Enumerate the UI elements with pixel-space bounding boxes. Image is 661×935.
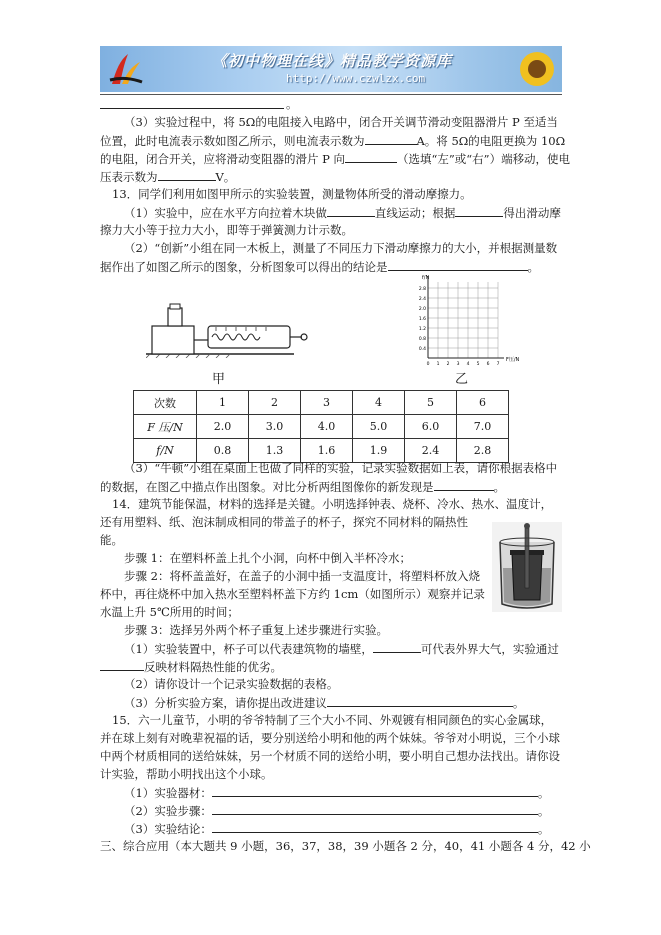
text-segment: （选填“左”或“右”）端移动，使电	[397, 152, 571, 166]
graph-x-tick: 4	[466, 362, 470, 367]
beaker-apparatus-image	[492, 522, 562, 612]
logo-icon	[106, 50, 144, 88]
graph-y-tick: 2.4	[418, 297, 426, 302]
text-line: 并在球上刻有对晚辈祝福的话，要分别送给小明和他的两个妹妹。爷爷对小明说，三个小球	[100, 731, 560, 745]
text-line: 还有用塑料、纸、泡沫制成相同的带盖子的杯子，探究不同材料的隔热性	[100, 515, 468, 529]
table-cell: 4.0	[301, 415, 353, 439]
figure-yi-graph	[410, 272, 524, 372]
answer-blank	[327, 694, 513, 707]
text-line-group	[100, 478, 562, 495]
text-segment: 直线运动；根据	[374, 206, 456, 220]
graph-x-tick: 7	[496, 362, 500, 367]
text-line-group	[100, 168, 562, 185]
text-line: 能。	[100, 533, 123, 547]
table-cell: 1.6	[301, 439, 353, 463]
period-text: 。	[537, 786, 550, 800]
graph-x-tick: 2	[446, 362, 450, 367]
graph-y-tick: 0.8	[418, 337, 426, 342]
text-line: 擦力大小等于拉力大小，即等于弹簧测力计示数。	[100, 223, 353, 237]
banner-title: 《初中物理在线》精品教学资源库	[212, 52, 453, 70]
text-line: 计实验，帮助小明找出这个小球。	[100, 767, 273, 781]
table-cell: 3.0	[249, 415, 301, 439]
table-row	[134, 415, 509, 439]
text-line-group	[100, 150, 571, 167]
answer-blank	[345, 150, 397, 163]
text-segment: 据作出了如图乙所示的图象，分析图象可以得出的结论是	[100, 260, 388, 274]
text-line-group	[124, 694, 562, 711]
step-3: 步骤 3：选择另外两个杯子重复上述步骤进行实验。	[124, 623, 388, 637]
text-segment: 压表示数为	[100, 170, 158, 184]
text-segment: A。将 5Ω的电阻更换为 10Ω	[416, 134, 566, 148]
text-line-group	[124, 640, 562, 657]
period-text: 。	[493, 480, 505, 494]
step-2: 步骤 2：将杯盖盖好，在盖子的小洞中插一支温度计，将塑料杯放入烧	[124, 569, 480, 583]
table-cell: 1.9	[353, 439, 405, 463]
text-line: 杯中，再往烧杯中加入热水至塑料杯盖下方约 1cm（如图所示）观察并记录	[100, 587, 485, 601]
text-line-group	[124, 802, 562, 819]
table-cell: 7.0	[457, 415, 509, 439]
graph-y-tick: 2.8	[418, 287, 426, 292]
answer-blank	[212, 784, 538, 797]
graph-y-tick: 0.4	[418, 347, 426, 352]
text-segment: V。	[215, 170, 236, 184]
graph-x-tick: 6	[486, 362, 490, 367]
text-line-group	[124, 204, 562, 221]
graph-y-axis-label: f/N	[422, 275, 430, 281]
data-table	[133, 390, 509, 463]
table-cell: 5.0	[353, 415, 405, 439]
text-segment: 反映材料隔热性能的优劣。	[144, 660, 282, 674]
period-text: 。	[537, 822, 550, 836]
text-segment: （3）实验结论：	[124, 822, 212, 836]
figure-yi-label: 乙	[455, 372, 469, 387]
table-cell: 2.8	[457, 439, 509, 463]
question-13: 13．同学们利用如图甲所示的实验装置，测量物体所受的滑动摩擦力。	[112, 187, 472, 201]
table-cell: 6.0	[405, 415, 457, 439]
table-cell: f/N	[134, 439, 197, 463]
answer-blank	[158, 168, 216, 181]
graph-x-axis-label: F压/N	[506, 357, 520, 363]
answer-blank	[434, 478, 494, 491]
table-cell: 6	[457, 391, 509, 415]
table-cell: 次数	[134, 391, 197, 415]
table-cell: 0.8	[197, 439, 249, 463]
answer-blank	[455, 204, 503, 217]
text-segment: 得出滑动摩	[503, 206, 561, 220]
graph-x-tick: 5	[476, 362, 480, 367]
text-line-group	[100, 132, 566, 149]
answer-blank	[212, 820, 538, 833]
text-line: （2）请你设计一个记录实验数据的表格。	[124, 677, 339, 691]
text-line: 中两个材质相同的送给妹妹，另一个材质不同的送给小明，要小明自己想办法找出。请你设	[100, 749, 560, 763]
text-segment: （1）实验装置中，杯子可以代表建筑物的墙壁，	[124, 642, 373, 656]
answer-blank	[365, 132, 417, 145]
answer-blank	[327, 204, 375, 217]
text-segment: 可代表外界大气，实验通过	[420, 642, 559, 656]
figure-jia-apparatus	[146, 296, 308, 358]
text-segment: 的电阻，闭合开关，应将滑动变阻器的滑片 P 向	[100, 152, 346, 166]
header-banner	[100, 46, 562, 92]
step-1: 步骤 1：在塑料杯盖上扎个小洞，向杯中倒入半杯冷水；	[124, 551, 411, 565]
table-cell: F 压/N	[134, 415, 197, 439]
text-line-group	[100, 658, 562, 675]
period-text: 。	[286, 97, 298, 111]
answer-blank	[373, 640, 421, 653]
table-cell: 1	[197, 391, 249, 415]
period-text: 。	[527, 260, 539, 274]
section-3-heading: 三、综合应用（本大题共 9 小题，36，37，38，39 小题各 2 分，40，41 小题各 4 分，42 小	[100, 839, 591, 853]
text-line: （2）“创新”小组在同一木板上，测量了不同压力下滑动摩擦力的大小，并根据测量数	[124, 241, 558, 255]
table-cell: 1.3	[249, 439, 301, 463]
answer-blank	[100, 658, 144, 671]
text-line: （3）“牛顿”小组在桌面上也做了同样的实验，记录实验数据如上表，请你根据表格中	[124, 461, 558, 475]
text-line-group	[124, 784, 562, 801]
graph-y-tick: 2.0	[418, 307, 426, 312]
period-text: 。	[537, 804, 550, 818]
text-segment: 的数据，在图乙中描点作出图象。对比分析两组图像你的新发现是	[100, 480, 434, 494]
header-rule	[100, 94, 562, 95]
table-cell: 5	[405, 391, 457, 415]
table-cell: 2.4	[405, 439, 457, 463]
graph-x-tick: 3	[456, 362, 460, 367]
text-segment: （1）实验中，应在水平方向拉着木块做	[124, 206, 327, 220]
table-row	[134, 439, 509, 463]
graph-x-tick: 0	[426, 362, 430, 367]
text-segment: （1）实验器材：	[124, 786, 212, 800]
question-15: 15．六一儿童节，小明的爷爷特制了三个大小不同、外观镀有相同颜色的实心金属球，	[112, 713, 553, 727]
table-cell: 2.0	[197, 415, 249, 439]
table-row	[134, 391, 509, 415]
text-line: 水温上升 5℃所用的时间；	[100, 605, 239, 619]
sunflower-icon	[516, 48, 558, 90]
text-segment: （2）实验步骤：	[124, 804, 212, 818]
answer-blank	[388, 258, 528, 271]
text-line-group	[124, 820, 562, 837]
answer-blank	[100, 108, 284, 109]
text-segment: （3）分析实验方案，请你提出改进建议	[124, 696, 327, 710]
period-text: 。	[512, 696, 525, 710]
graph-y-tick: 1.6	[418, 317, 426, 322]
question-14: 14．建筑节能保温，材料的选择是关键。小明选择钟表、烧杯、冷水、热水、温度计，	[112, 497, 553, 511]
table-cell: 2	[249, 391, 301, 415]
graph-y-tick: 1.2	[418, 327, 426, 332]
table-cell: 4	[353, 391, 405, 415]
text-segment: 位置，此时电流表示数如图乙所示，则电流表示数为	[100, 134, 365, 148]
graph-x-tick: 1	[436, 362, 440, 367]
figure-jia-label: 甲	[212, 372, 226, 387]
table-cell: 3	[301, 391, 353, 415]
banner-url[interactable]: http://www.czwlzx.com	[286, 72, 426, 85]
text-line: （3）实验过程中，将 5Ω的电阻接入电路中，闭合开关调节滑动变阻器滑片 P 至适当	[124, 115, 558, 129]
answer-blank	[212, 802, 538, 815]
